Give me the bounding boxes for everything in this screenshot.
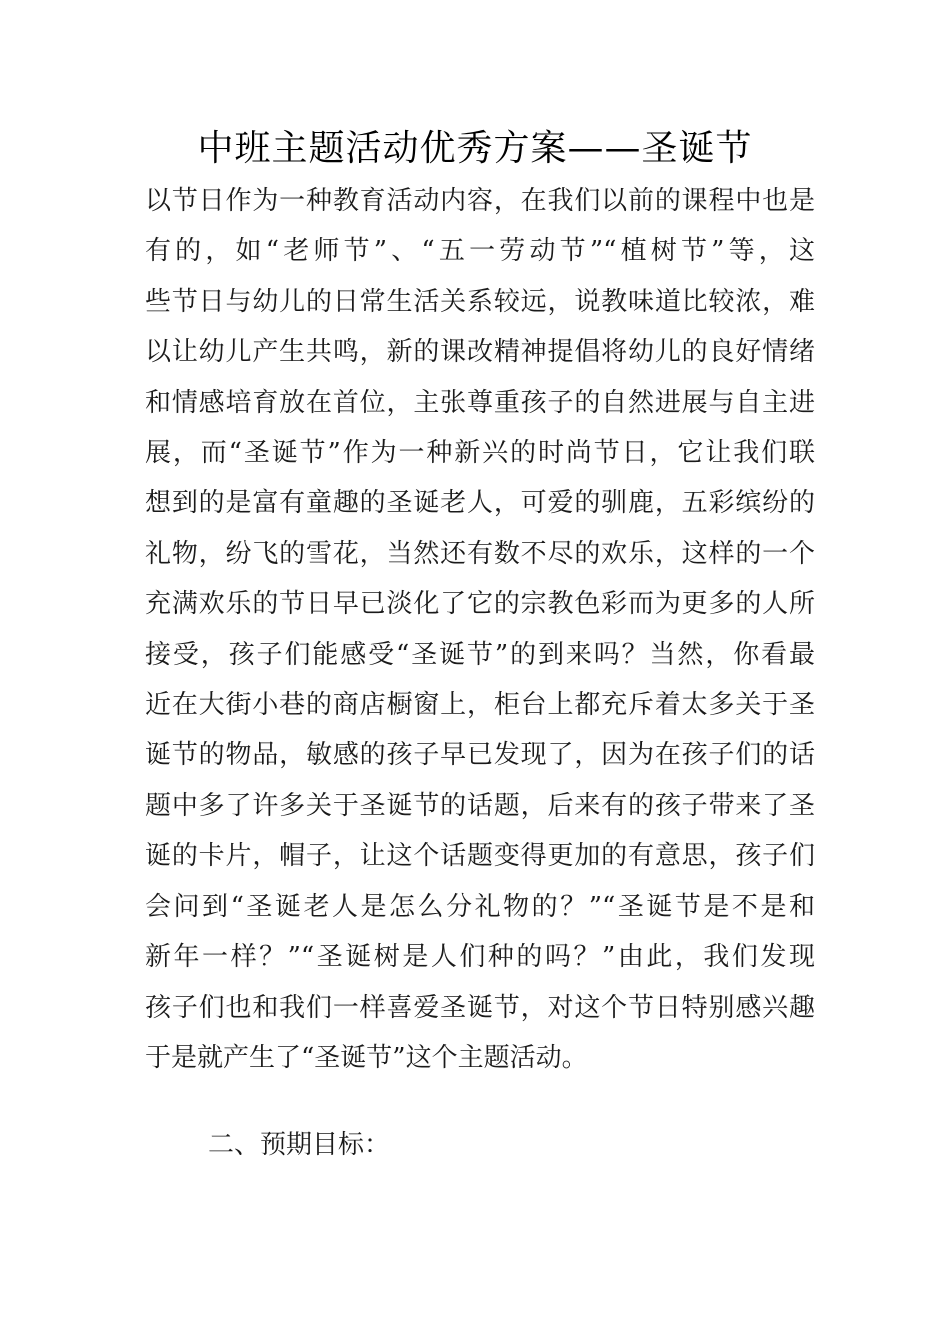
intro-paragraph (145, 176, 815, 1083)
paragraph-line: 诞的卡片，帽子，让这个话题变得更加的有意思，孩子们 (145, 841, 815, 872)
paragraph-line: 题中多了许多关于圣诞节的话题，后来有的孩子带来了圣 (145, 790, 815, 821)
paragraph-line: 会问到“圣诞老人是怎么分礼物的？”“圣诞节是不是和 (145, 891, 815, 922)
paragraph-line: 充满欢乐的节日早已淡化了它的宗教色彩而为更多的人所 (145, 589, 815, 620)
paragraph-line: 以让幼儿产生共鸣，新的课改精神提倡将幼儿的良好情绪 (145, 337, 815, 368)
paragraph-line: 礼物，纷飞的雪花，当然还有数不尽的欢乐，这样的一个 (145, 538, 815, 569)
paragraph-line: 于是就产生了“圣诞节”这个主题活动。 (145, 1042, 588, 1073)
section-heading: 二、预期目标： (208, 1130, 391, 1160)
paragraph-line: 想到的是富有童趣的圣诞老人，可爱的驯鹿，五彩缤纷的 (145, 488, 815, 519)
paragraph-line: 新年一样？”“圣诞树是人们种的吗？”由此，我们发现 (145, 942, 815, 973)
paragraph-line: 接受，孩子们能感受“圣诞节”的到来吗？当然，你看最 (145, 639, 815, 670)
paragraph-line: 诞节的物品，敏感的孩子早已发现了，因为在孩子们的话 (145, 740, 815, 771)
paragraph-line: 展，而“圣诞节”作为一种新兴的时尚节日，它让我们联 (145, 438, 815, 469)
paragraph-line: 有的，如“老师节”、“五一劳动节”“植树节”等，这 (145, 236, 815, 267)
paragraph-line: 和情感培育放在首位，主张尊重孩子的自然进展与自主进 (145, 387, 815, 418)
paragraph-line: 近在大街小巷的商店橱窗上，柜台上都充斥着太多关于圣 (145, 690, 815, 721)
paragraph-line: 以节日作为一种教育活动内容，在我们以前的课程中也是 (145, 186, 815, 216)
paragraph-line: 孩子们也和我们一样喜爱圣诞节，对这个节日特别感兴趣 (145, 992, 815, 1023)
document-title: 中班主题活动优秀方案——圣诞节 (197, 128, 753, 169)
paragraph-line: 些节日与幼儿的日常生活关系较远，说教味道比较浓，难 (145, 286, 815, 317)
